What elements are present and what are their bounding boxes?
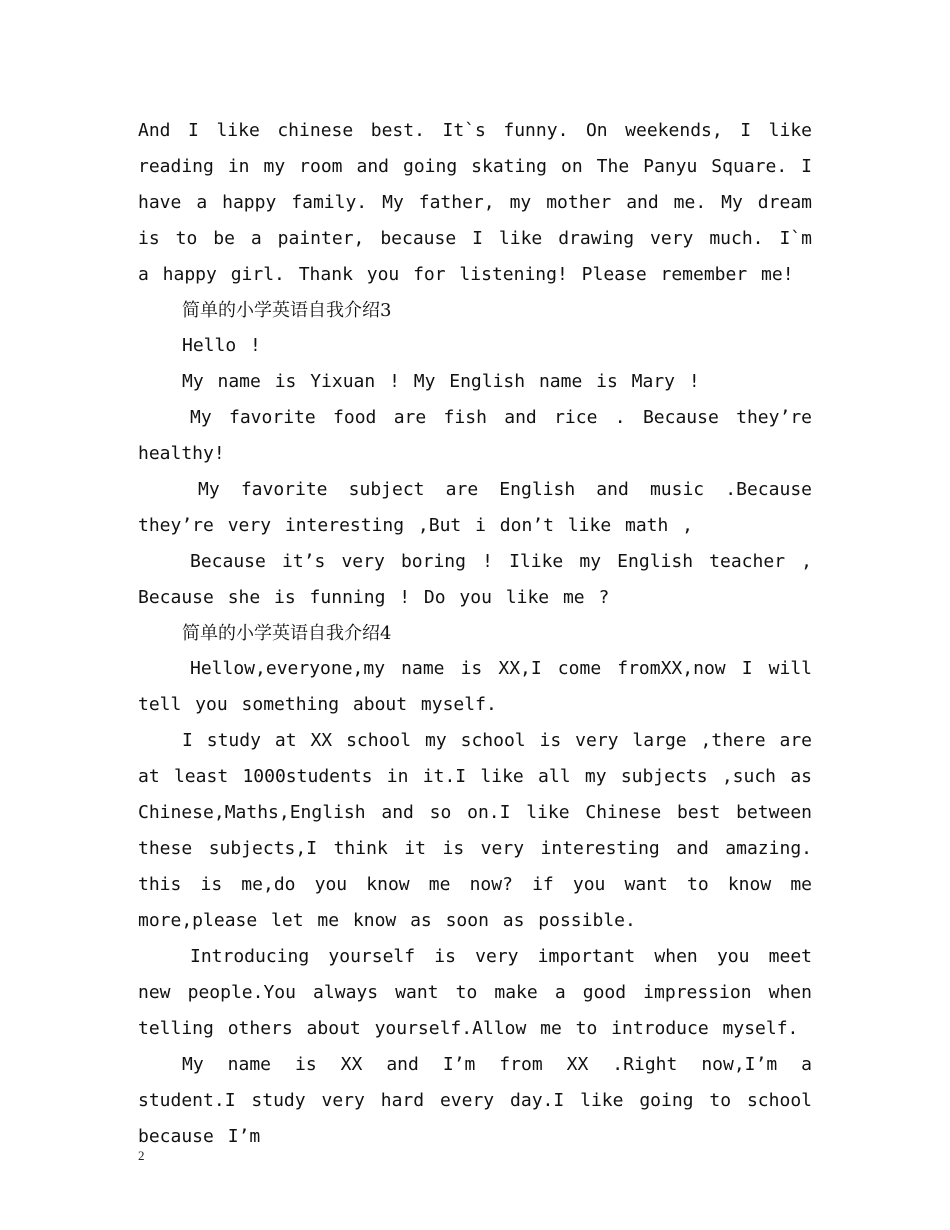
document-body [138,113,812,1155]
paragraph-hello: Hello ! [182,335,261,356]
section-heading-3: 简单的小学英语自我介绍3 [182,300,392,321]
paragraph-favorite-food: My favorite food are fish and rice . Because they’re healthy! [138,407,812,464]
paragraph-introducing-yourself: Introducing yourself is very important when you meet new people.You always want to make a good impression when telling others about yourself.Allow me to introduce myself. [138,946,812,1039]
paragraph-school: I study at XX school my school is very large ,there are at least 1000students in it.I like all my subjects ,such as Chinese,Maths,English and so on.I like Chinese best between these subjects,I think it is very interesting and amazing. this is me,do you know me now? if you want to know me more,please let me know as soon as possible. [138,730,812,931]
paragraph-english-teacher: Because it’s very boring ! Ilike my English teacher , Because she is funning ! Do you like me ? [138,551,812,608]
paragraph-intro-2-ending: And I like chinese best. It`s funny. On weekends, I like reading in my room and going skating on The Panyu Square. I have a happy family. My father, my mother and me. My dream is to be a painter, because I like drawing very much. I`m a happy girl. Thank you for listening! Please remember me! [138,120,812,285]
paragraph-student: My name is XX and I’m from XX .Right now,I’m a student.I study very hard every day.I like going to school because I’m [138,1054,812,1147]
page-number: 2 [138,1148,145,1163]
section-heading-4: 简单的小学英语自我介绍4 [182,623,392,644]
paragraph-name: My name is Yixuan ! My English name is Mary ! [182,371,700,392]
paragraph-favorite-subject: My favorite subject are English and music .Because they’re very interesting ,But i don’t like math , [138,479,812,536]
paragraph-greeting: Hellow,everyone,my name is XX,I come fromXX,now I will tell you something about myself. [138,658,812,715]
